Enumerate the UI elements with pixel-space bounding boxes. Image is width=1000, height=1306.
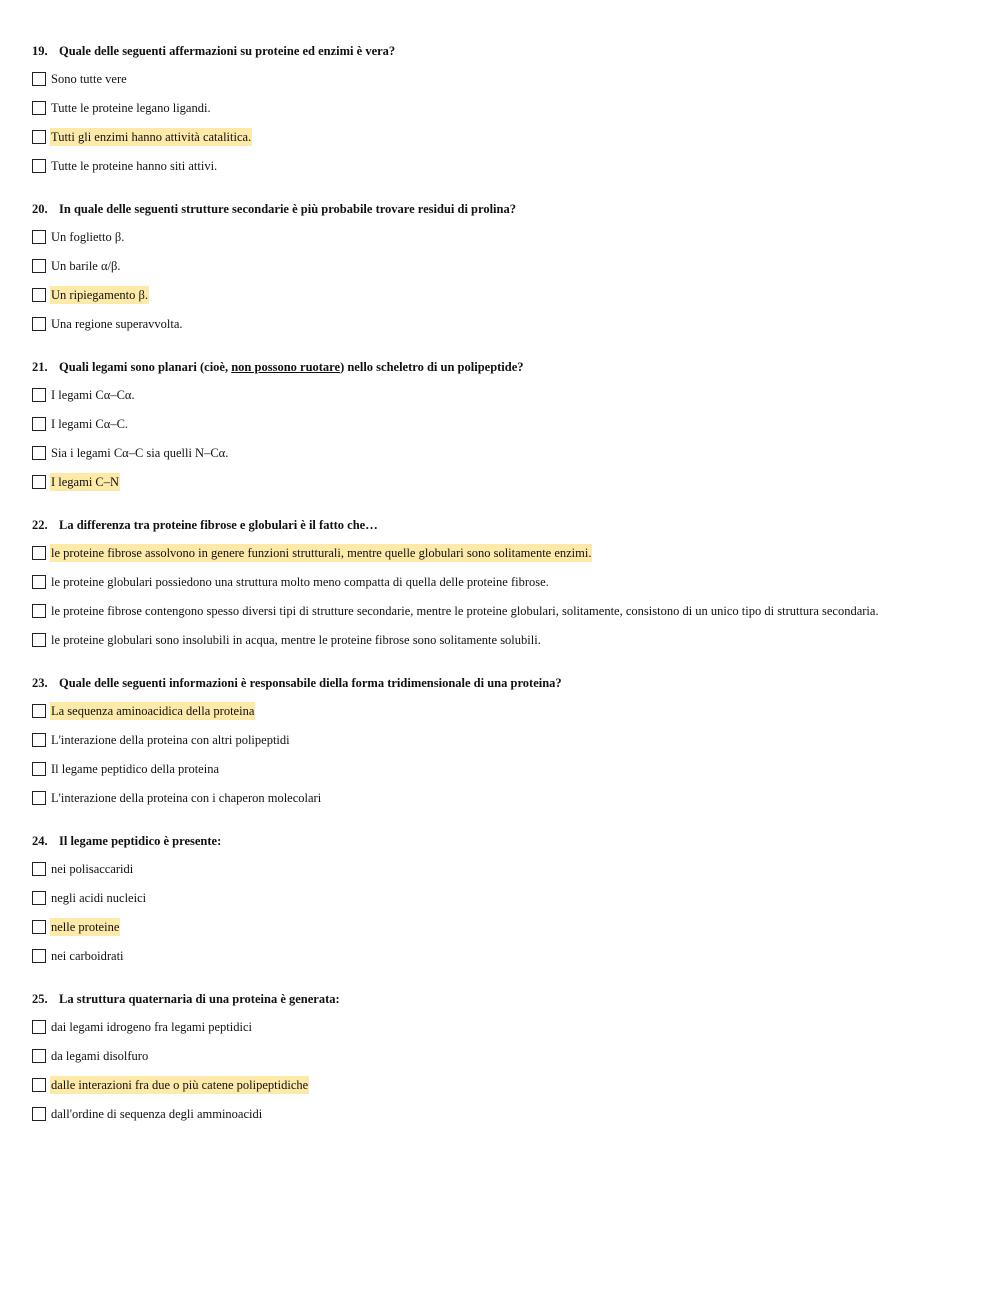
option-label-highlighted: Tutti gli enzimi hanno attività catalitica. [51, 130, 252, 144]
answer-option[interactable] [32, 889, 147, 907]
option-label: dall'ordine di sequenza degli amminoacidi [51, 1107, 263, 1121]
option-label-highlighted: La sequenza aminoacidica della proteina [51, 704, 255, 718]
option-label: nei carboidrati [51, 949, 124, 963]
answer-option[interactable] [32, 70, 128, 88]
checkbox[interactable] [32, 633, 46, 647]
question-number: 21. [32, 360, 48, 374]
answer-option[interactable] [32, 602, 880, 620]
option-label: Sono tutte vere [51, 72, 127, 86]
checkbox[interactable] [32, 288, 46, 302]
checkbox[interactable] [32, 949, 46, 963]
checkbox[interactable] [32, 388, 46, 402]
answer-option[interactable] [32, 315, 184, 333]
option-label: Sia i legami Cα–C sia quelli N–Cα. [51, 446, 229, 460]
checkbox[interactable] [32, 230, 46, 244]
answer-option[interactable] [32, 544, 592, 562]
option-label-highlighted: nelle proteine [51, 920, 120, 934]
question-number: 22. [32, 518, 48, 532]
question-text-end: ) nello scheletro di un polipeptide? [340, 360, 524, 374]
checkbox[interactable] [32, 733, 46, 747]
answer-option[interactable] [32, 1047, 149, 1065]
question-number: 23. [32, 676, 48, 690]
option-label: nei polisaccaridi [51, 862, 134, 876]
checkbox[interactable] [32, 1020, 46, 1034]
answer-option[interactable] [32, 473, 120, 491]
option-label: L'interazione della proteina con i chaperon molecolari [51, 791, 322, 805]
question-text: Quali legami sono planari (cioè, [59, 360, 232, 374]
checkbox[interactable] [32, 891, 46, 905]
question-text: La differenza tra proteine fibrose e globulari è il fatto che… [59, 518, 378, 532]
option-label-highlighted: dalle interazioni fra due o più catene polipeptidiche [51, 1078, 309, 1092]
option-label-highlighted: Un ripiegamento β. [51, 288, 148, 302]
answer-option[interactable] [32, 947, 125, 965]
option-label: Tutte le proteine hanno siti attivi. [51, 159, 218, 173]
checkbox[interactable] [32, 317, 46, 331]
checkbox[interactable] [32, 1049, 46, 1063]
option-label: I legami Cα–Cα. [51, 388, 135, 402]
answer-option[interactable] [32, 228, 125, 246]
answer-option[interactable] [32, 386, 136, 404]
option-label-highlighted: I legami C–N [51, 475, 120, 489]
option-label: da legami disolfuro [51, 1049, 149, 1063]
question-text: Quale delle seguenti informazioni è responsabile diella forma tridimensionale di una proteina? [59, 676, 562, 690]
question-title [32, 833, 221, 849]
checkbox[interactable] [32, 762, 46, 776]
question-title [32, 675, 562, 691]
question-title [32, 991, 340, 1007]
option-label: le proteine globulari sono insolubili in acqua, mentre le proteine fibrose sono solitamente solubili. [51, 633, 541, 647]
option-label: dai legami idrogeno fra legami peptidici [51, 1020, 252, 1034]
answer-option[interactable] [32, 444, 229, 462]
question-text: In quale delle seguenti strutture secondarie è più probabile trovare residui di prolina? [59, 202, 516, 216]
option-label: Il legame peptidico della proteina [51, 762, 219, 776]
answer-option[interactable] [32, 1018, 253, 1036]
answer-option[interactable] [32, 415, 129, 433]
option-label: Un barile α/β. [51, 259, 121, 273]
checkbox[interactable] [32, 1078, 46, 1092]
answer-option[interactable] [32, 702, 255, 720]
checkbox[interactable] [32, 159, 46, 173]
answer-option[interactable] [32, 99, 212, 117]
option-label: Tutte le proteine legano ligandi. [51, 101, 211, 115]
answer-option[interactable] [32, 286, 149, 304]
checkbox[interactable] [32, 920, 46, 934]
checkbox[interactable] [32, 546, 46, 560]
option-label: negli acidi nucleici [51, 891, 147, 905]
answer-option[interactable] [32, 573, 550, 591]
option-label: I legami Cα–C. [51, 417, 129, 431]
answer-option[interactable] [32, 157, 218, 175]
checkbox[interactable] [32, 575, 46, 589]
question-number: 19. [32, 44, 48, 58]
option-label: Una regione superavvolta. [51, 317, 183, 331]
answer-option[interactable] [32, 1105, 263, 1123]
checkbox[interactable] [32, 862, 46, 876]
answer-option[interactable] [32, 257, 122, 275]
option-label-highlighted: le proteine fibrose assolvono in genere funzioni strutturali, mentre quelle globulari sono solitamente enzimi. [51, 546, 592, 560]
option-label: le proteine globulari possiedono una struttura molto meno compatta di quella delle proteine fibrose. [51, 575, 549, 589]
answer-option[interactable] [32, 760, 220, 778]
question-text: Il legame peptidico è presente: [59, 834, 222, 848]
answer-option[interactable] [32, 1076, 309, 1094]
question-number: 20. [32, 202, 48, 216]
answer-option[interactable] [32, 128, 252, 146]
checkbox[interactable] [32, 791, 46, 805]
question-title [32, 517, 378, 533]
checkbox[interactable] [32, 259, 46, 273]
question-title [32, 43, 395, 59]
question-text-underlined: non possono ruotare [231, 360, 341, 374]
answer-option[interactable] [32, 860, 134, 878]
checkbox[interactable] [32, 130, 46, 144]
option-label: Un foglietto β. [51, 230, 125, 244]
checkbox[interactable] [32, 101, 46, 115]
answer-option[interactable] [32, 918, 120, 936]
option-label: L'interazione della proteina con altri polipeptidi [51, 733, 290, 747]
checkbox[interactable] [32, 475, 46, 489]
checkbox[interactable] [32, 446, 46, 460]
answer-option[interactable] [32, 731, 291, 749]
checkbox[interactable] [32, 417, 46, 431]
question-text: Quale delle seguenti affermazioni su proteine ed enzimi è vera? [59, 44, 396, 58]
checkbox[interactable] [32, 604, 46, 618]
question-text: La struttura quaternaria di una proteina è generata: [59, 992, 340, 1006]
answer-option[interactable] [32, 789, 322, 807]
checkbox[interactable] [32, 72, 46, 86]
question-number: 24. [32, 834, 48, 848]
question-number: 25. [32, 992, 48, 1006]
checkbox[interactable] [32, 1107, 46, 1121]
option-label: le proteine fibrose contengono spesso diversi tipi di strutture secondarie, mentre le proteine globulari, solitamente, consistono di un unico tipo di struttura secondaria. [51, 604, 879, 618]
checkbox[interactable] [32, 704, 46, 718]
question-title [32, 359, 524, 375]
answer-option[interactable] [32, 631, 542, 649]
question-title [32, 201, 516, 217]
